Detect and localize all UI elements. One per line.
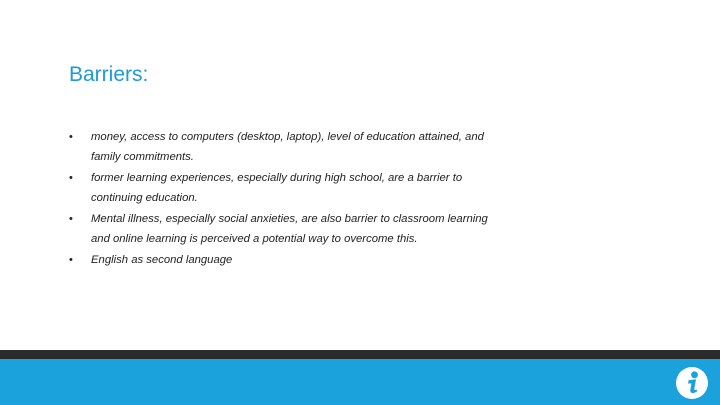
bullet-text: former learning experiences, especially during high school, are a barrier to continuing education. (91, 172, 463, 204)
bullet-item (69, 127, 509, 167)
info-i-logo-icon (675, 366, 709, 400)
footer-dark-band (0, 350, 720, 359)
bullet-item (69, 250, 509, 270)
bullet-text: English as second language (91, 254, 233, 266)
bullet-dot: • (69, 131, 73, 143)
footer-blue-band (0, 359, 720, 405)
bullet-dot: • (69, 213, 73, 225)
slide-title: Barriers: (69, 63, 149, 86)
bullet-item (69, 209, 509, 249)
bullet-text: money, access to computers (desktop, laptop), level of education attained, and family commitments. (91, 131, 484, 163)
bullet-text: Mental illness, especially social anxieties, are also barrier to classroom learning and online learning is perceived a potential way to overcome this. (91, 213, 488, 245)
bullet-dot: • (69, 254, 73, 266)
bullet-dot: • (69, 172, 73, 184)
bullet-item (69, 168, 509, 208)
bullet-list (69, 127, 509, 271)
